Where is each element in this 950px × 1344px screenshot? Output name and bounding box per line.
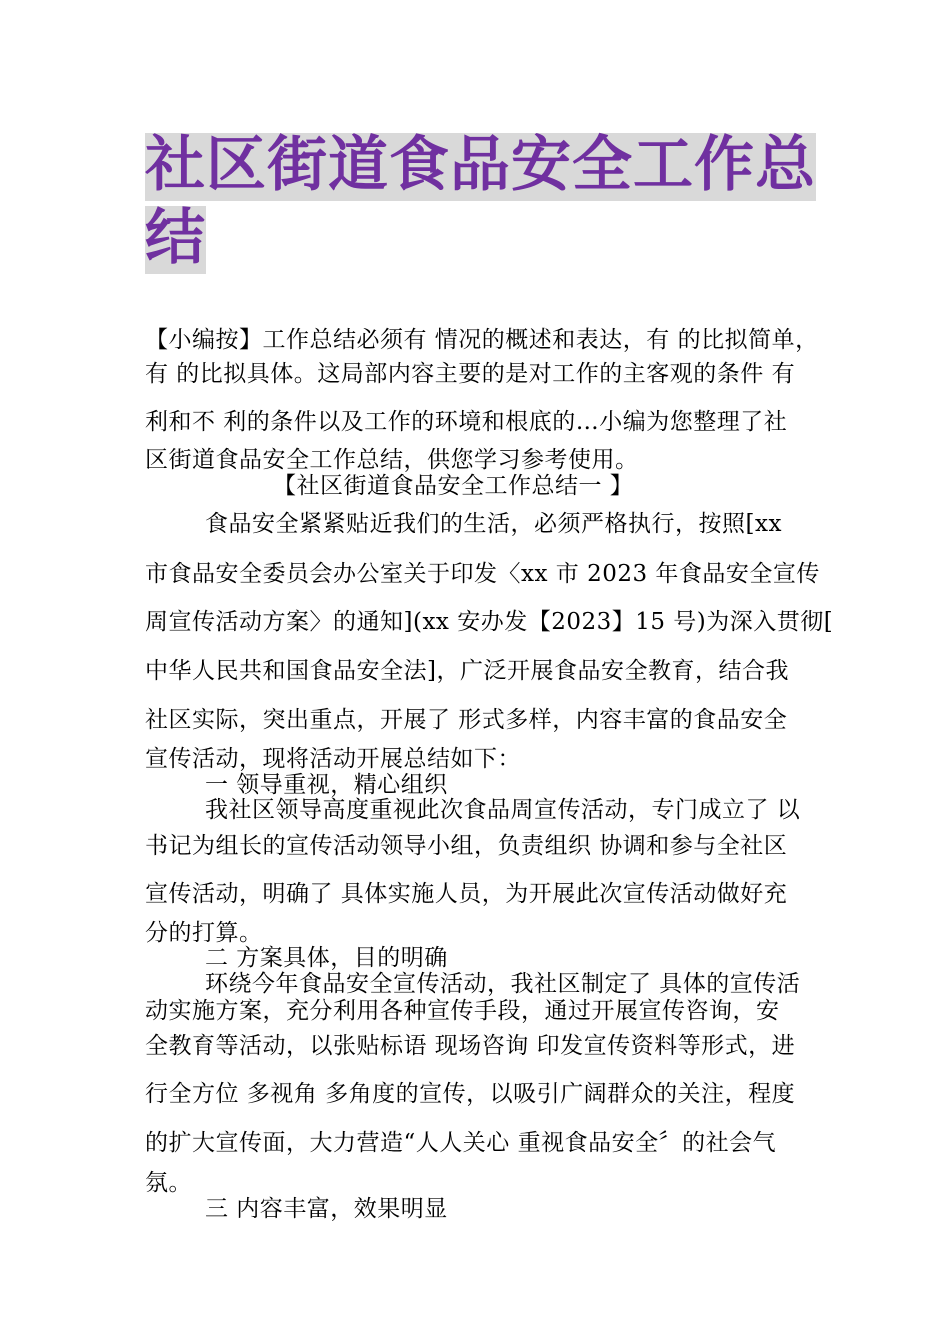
document-title-line-2: 结 xyxy=(145,203,206,273)
paragraph-line: 行全方位 多视角 多角度的宣传，以吸引广阔群众的关注，程度 xyxy=(145,1081,796,1107)
paragraph-line: 宣传活动，现将活动开展总结如下： xyxy=(145,746,521,772)
subheading: 三 内容丰富，效果明显 xyxy=(205,1196,448,1222)
paragraph-line: 环绕今年食品安全宣传活动，我社区制定了 具体的宣传活 xyxy=(205,971,801,997)
editor-note-line: 利和不 利的条件以及工作的环境和根底的…小编为您整理了社 xyxy=(145,409,788,435)
paragraph-line: 的扩大宣传面，大力营造“人人关心 重视食品安全〞的社会气 xyxy=(145,1130,777,1156)
paragraph-line: 全教育等活动，以张贴标语 现场咨询 印发宣传资料等形式，进 xyxy=(145,1033,796,1059)
paragraph-line: 中华人民共和国食品安全法]，广泛开展食品安全教育，结合我 xyxy=(145,658,789,684)
paragraph-line: 食品安全紧紧贴近我们的生活，必须严格执行，按照[xx xyxy=(205,511,782,537)
paragraph-line: 社区实际，突出重点，开展了 形式多样，内容丰富的食品安全 xyxy=(145,707,788,733)
document-title-line-1: 社区街道食品安全工作总 xyxy=(145,130,816,200)
paragraph-line: 书记为组长的宣传活动领导小组，负责组织 协调和参与全社区 xyxy=(145,833,788,859)
subheading: 一 领导重视，精心组织 xyxy=(205,772,448,798)
editor-note-line: 区街道食品安全工作总结，供您学习参考使用。 xyxy=(145,447,639,473)
editor-note-line: 【小编按】工作总结必须有 情况的概述和表达，有 的比拟简单， xyxy=(145,327,819,353)
section-heading: 【社区街道食品安全工作总结一 】 xyxy=(273,473,634,499)
paragraph-line: 宣传活动，明确了 具体实施人员，为开展此次宣传活动做好充 xyxy=(145,881,788,907)
paragraph-line: 动实施方案，充分利用各种宣传手段，通过开展宣传咨询，安 xyxy=(145,998,780,1024)
subheading: 二 方案具体，目的明确 xyxy=(205,945,448,971)
paragraph-line: 我社区领导高度重视此次食品周宣传活动，专门成立了 以 xyxy=(205,797,801,823)
paragraph-line: 分的打算。 xyxy=(145,920,263,946)
paragraph-line: 氛。 xyxy=(145,1170,192,1196)
editor-note-line: 有 的比拟具体。这局部内容主要的是对工作的主客观的条件 有 xyxy=(145,361,796,387)
paragraph-line: 周宣传活动方案〉的通知](xx 安办发【2023】15 号)为深入贯彻[ xyxy=(145,609,834,635)
paragraph-line: 市食品安全委员会办公室关于印发〈xx 市 2023 年食品安全宣传 xyxy=(145,561,820,587)
